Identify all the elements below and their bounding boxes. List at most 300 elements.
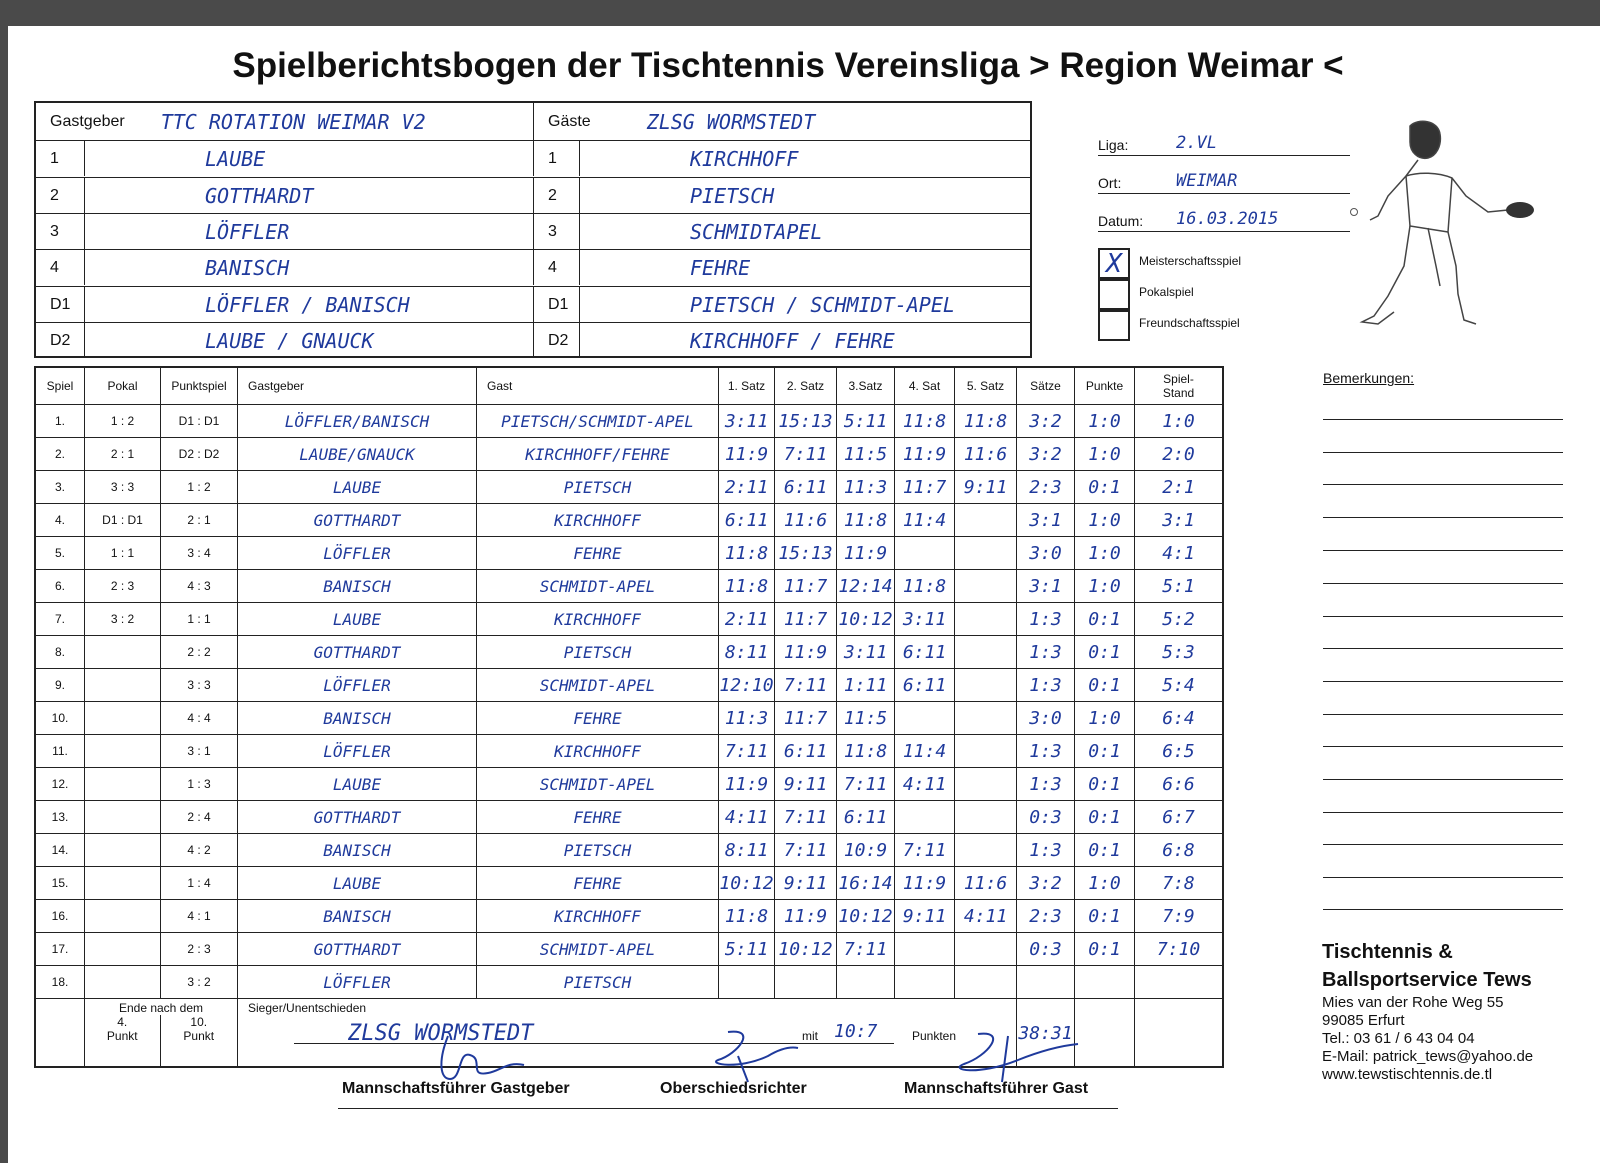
- table-row: [36, 833, 1222, 866]
- row-number: 2: [50, 186, 59, 204]
- remark-line[interactable]: [1323, 419, 1563, 420]
- header-stand-cell: Spiel- Stand: [1134, 368, 1222, 404]
- company-address: Mies van der Rohe Weg 55: [1322, 994, 1504, 1011]
- set2-cell: 15:13: [774, 537, 836, 569]
- punkte-cell: 1:0: [1074, 867, 1134, 899]
- set3-cell: 1:11: [836, 669, 894, 701]
- host-player-name: LAUBE / GNAUCK: [205, 328, 374, 353]
- sieger-label: Sieger/Unentschieden: [248, 1001, 367, 1015]
- punktspiel-cell: 2 : 1: [160, 504, 237, 536]
- set3-cell: 16:14: [836, 867, 894, 899]
- guest-player-cell: PIETSCH/SCHMIDT-APEL: [476, 405, 718, 437]
- punkte-cell: 0:1: [1074, 636, 1134, 668]
- set5-cell: 11:6: [954, 867, 1016, 899]
- guest-player-cell: KIRCHHOFF: [476, 603, 718, 635]
- header-set1-cell: 1. Satz: [718, 368, 774, 404]
- remark-line[interactable]: [1323, 746, 1563, 747]
- guest-label: Gäste: [548, 112, 591, 130]
- header-set4-cell: 4. Sat: [894, 368, 954, 404]
- guest-player-cell: SCHMIDT-APEL: [476, 768, 718, 800]
- saetze-cell: 1:3: [1016, 834, 1074, 866]
- pokal-cell: [84, 735, 160, 767]
- saetze-cell: [1016, 966, 1074, 998]
- punkte-cell: 0:1: [1074, 933, 1134, 965]
- matches-table: [34, 366, 1224, 1068]
- saetze-cell: 3:0: [1016, 537, 1074, 569]
- teams-table: [34, 101, 1032, 358]
- set5-cell: 11:6: [954, 438, 1016, 470]
- spiel-cell: 14.: [51, 843, 69, 857]
- stand-cell: 5:3: [1134, 636, 1222, 668]
- team-row-number: [533, 323, 579, 358]
- set1-cell: 11:8: [718, 570, 774, 602]
- remark-line[interactable]: [1323, 681, 1563, 682]
- saetze-cell: 3:2: [1016, 867, 1074, 899]
- row-number: D2: [50, 331, 71, 349]
- punkte-cell: 1:0: [1074, 570, 1134, 602]
- guest-player-cell: [579, 250, 1032, 285]
- host-player-name: GOTTHARDT: [205, 183, 314, 208]
- guest-cell: [533, 103, 1032, 140]
- company-name-line2: Ballsportservice Tews: [1322, 969, 1532, 991]
- guest-player-cell: PIETSCH: [476, 834, 718, 866]
- set3-cell: 11:9: [836, 537, 894, 569]
- datum-label: Datum:: [1098, 213, 1144, 229]
- team-row-number: [36, 178, 84, 213]
- stand-cell: [1134, 966, 1222, 998]
- punkte-cell: 0:1: [1074, 735, 1134, 767]
- set2-cell: 9:11: [774, 867, 836, 899]
- remark-line[interactable]: [1323, 550, 1563, 551]
- team-row-number: [533, 214, 579, 249]
- guest-player-name: SCHMIDTAPEL: [690, 219, 823, 244]
- punkte-cell: [1074, 966, 1134, 998]
- set5-cell: [954, 768, 1016, 800]
- set5-cell: [954, 966, 1016, 998]
- team-row: [36, 322, 1030, 358]
- punktspiel-cell: 2 : 4: [160, 801, 237, 833]
- set4-cell: 11:4: [894, 735, 954, 767]
- remarks-label: Bemerkungen:: [1323, 370, 1415, 386]
- set3-cell: 5:11: [836, 405, 894, 437]
- table-row: [36, 800, 1222, 833]
- remark-line[interactable]: [1323, 517, 1563, 518]
- table-tennis-player-illustration: [1348, 116, 1548, 346]
- guest-player-cell: [579, 323, 1032, 358]
- set4-cell: [894, 702, 954, 734]
- set5-cell: [954, 834, 1016, 866]
- guest-player-name: KIRCHHOFF: [690, 146, 799, 171]
- set3-cell: 11:8: [836, 504, 894, 536]
- saetze-cell: 2:3: [1016, 900, 1074, 932]
- punktspiel-cell: 1 : 4: [160, 867, 237, 899]
- punkte-cell: 1:0: [1074, 702, 1134, 734]
- spiel-cell: 16.: [51, 909, 69, 923]
- guest-player-cell: FEHRE: [476, 537, 718, 569]
- spiel-cell: 4.: [54, 513, 65, 527]
- set5-cell: 9:11: [954, 471, 1016, 503]
- spiel-cell: 7.: [54, 612, 65, 626]
- set3-cell: 7:11: [836, 768, 894, 800]
- stand-cell: 3:1: [1134, 504, 1222, 536]
- team-row: [36, 140, 1030, 176]
- punktspiel-cell: 4 : 1: [160, 900, 237, 932]
- punkte-cell: 0:1: [1074, 900, 1134, 932]
- pokal-cell: 1 : 1: [84, 537, 160, 569]
- saetze-cell: 3:2: [1016, 405, 1074, 437]
- set5-cell: [954, 933, 1016, 965]
- header-set5-cell: 5. Satz: [954, 368, 1016, 404]
- saetze-cell: 3:1: [1016, 504, 1074, 536]
- datum-field: [1098, 202, 1350, 232]
- set4-cell: 6:11: [894, 669, 954, 701]
- host-player-cell: LÖFFLER: [237, 537, 476, 569]
- spiel-cell: 6.: [54, 579, 65, 593]
- signature-host-captain: Mannschaftsführer Gastgeber: [342, 1080, 570, 1097]
- spiel-cell: 18.: [51, 975, 69, 989]
- row-number: 1: [548, 149, 557, 167]
- host-player-cell: [84, 287, 533, 322]
- punkte-cell: 0:1: [1074, 603, 1134, 635]
- signature-guest-mark: [938, 1026, 1088, 1086]
- remark-line[interactable]: [1323, 583, 1563, 584]
- guest-player-name: KIRCHHOFF / FEHRE: [690, 328, 895, 353]
- saetze-cell: 3:2: [1016, 438, 1074, 470]
- punktspiel-cell: 2 : 3: [160, 933, 237, 965]
- company-tel: Tel.: 03 61 / 6 43 04 04: [1322, 1030, 1475, 1047]
- punkte-cell: 1:0: [1074, 438, 1134, 470]
- remark-line[interactable]: [1323, 812, 1563, 813]
- ende-label: Ende nach dem: [118, 1001, 204, 1015]
- punktspiel-cell: 3 : 3: [160, 669, 237, 701]
- remark-line[interactable]: [1323, 909, 1563, 910]
- stand-cell: 7:8: [1134, 867, 1222, 899]
- ort-field: [1098, 164, 1350, 194]
- header-punkte-cell: Punkte: [1074, 368, 1134, 404]
- checkbox-pokal[interactable]: [1098, 279, 1130, 310]
- guest-player-cell: SCHMIDT-APEL: [476, 669, 718, 701]
- set1-cell: 2:11: [718, 471, 774, 503]
- saetze-cell: 0:3: [1016, 933, 1074, 965]
- guest-player-name: PIETSCH: [690, 183, 775, 208]
- spiel-cell: 2.: [54, 447, 65, 461]
- set3-cell: [836, 966, 894, 998]
- team-row-number: [36, 141, 84, 176]
- host-player-name: LÖFFLER / BANISCH: [205, 292, 410, 317]
- set1-cell: 8:11: [718, 636, 774, 668]
- table-row: [36, 965, 1222, 998]
- punktspiel-cell: D1 : D1: [160, 405, 237, 437]
- pokal-cell: 2 : 3: [84, 570, 160, 602]
- punktspiel-cell: 1 : 1: [160, 603, 237, 635]
- set3-cell: 11:5: [836, 702, 894, 734]
- company-name-line1: Tischtennis &: [1322, 941, 1453, 963]
- set2-cell: 7:11: [774, 669, 836, 701]
- signature-guest-captain: Mannschaftsführer Gast: [904, 1080, 1089, 1097]
- set1-cell: [718, 966, 774, 998]
- header-punktspiel-cell: Punktspiel: [160, 368, 237, 404]
- company-email: E-Mail: patrick_tews@yahoo.de: [1322, 1048, 1534, 1065]
- punkte-cell: 0:1: [1074, 669, 1134, 701]
- row-number: 1: [50, 149, 59, 167]
- set1-cell: 4:11: [718, 801, 774, 833]
- pokal-cell: [84, 900, 160, 932]
- liga-value: 2.VL: [1176, 133, 1217, 153]
- stand-cell: 2:1: [1134, 471, 1222, 503]
- spiel-cell: 5.: [54, 546, 65, 560]
- saetze-cell: 3:1: [1016, 570, 1074, 602]
- table-row: [36, 602, 1222, 635]
- saetze-cell: 1:3: [1016, 768, 1074, 800]
- ort-value: WEIMAR: [1176, 171, 1238, 191]
- punkte-cell: 0:1: [1074, 801, 1134, 833]
- company-city: 99085 Erfurt: [1322, 1012, 1405, 1029]
- host-player-cell: LÖFFLER: [237, 735, 476, 767]
- punkte-cell: 0:1: [1074, 471, 1134, 503]
- teams-header-row: [36, 103, 1030, 140]
- table-row: [36, 569, 1222, 602]
- host-player-cell: LAUBE: [237, 471, 476, 503]
- set2-cell: [774, 966, 836, 998]
- ort-label: Ort:: [1098, 175, 1122, 191]
- header-spiel-cell: Spiel: [46, 379, 74, 393]
- set1-cell: 11:9: [718, 438, 774, 470]
- punktspiel-cell: 4 : 2: [160, 834, 237, 866]
- punkte-cell: 0:1: [1074, 768, 1134, 800]
- punkte-cell: 1:0: [1074, 537, 1134, 569]
- table-row: [36, 668, 1222, 701]
- set1-cell: 3:11: [718, 405, 774, 437]
- signature-host-mark: [428, 1031, 538, 1086]
- pokal-cell: 3 : 3: [84, 471, 160, 503]
- signature-line: [338, 1108, 1118, 1109]
- table-row: [36, 404, 1222, 437]
- set3-cell: 11:3: [836, 471, 894, 503]
- set4-cell: 11:9: [894, 438, 954, 470]
- table-row: [36, 503, 1222, 536]
- guest-player-cell: PIETSCH: [476, 966, 718, 998]
- set4-cell: 11:9: [894, 867, 954, 899]
- host-player-cell: GOTTHARDT: [237, 801, 476, 833]
- host-player-cell: LAUBE: [237, 603, 476, 635]
- checkbox-meisterschaft[interactable]: X: [1098, 248, 1130, 279]
- company-block: [1322, 938, 1592, 1084]
- set1-cell: 7:11: [718, 735, 774, 767]
- guest-player-cell: KIRCHHOFF/FEHRE: [476, 438, 718, 470]
- host-player-name: LAUBE: [205, 146, 266, 171]
- set1-cell: 12:10: [718, 669, 774, 701]
- guest-player-cell: FEHRE: [476, 867, 718, 899]
- team-row-number: [36, 214, 84, 249]
- set1-cell: 10:12: [718, 867, 774, 899]
- stand-cell: 7:9: [1134, 900, 1222, 932]
- spiel-cell: 3.: [54, 480, 65, 494]
- set5-cell: [954, 669, 1016, 701]
- spiel-cell: 1.: [54, 414, 65, 428]
- header-set3-cell: 3.Satz: [836, 368, 894, 404]
- stand-cell: 6:8: [1134, 834, 1222, 866]
- spiel-cell: 10.: [51, 711, 69, 725]
- set5-cell: [954, 603, 1016, 635]
- table-row: [36, 701, 1222, 734]
- mit-value: 10:7: [834, 1021, 878, 1042]
- set4-cell: [894, 933, 954, 965]
- header-guest-player-cell: Gast: [476, 368, 718, 404]
- pokal-cell: [84, 801, 160, 833]
- team-row-number: [533, 178, 579, 213]
- guest-player-cell: PIETSCH: [476, 636, 718, 668]
- sieger-value: ZLSG WORMSTEDT: [348, 1021, 534, 1046]
- remark-line[interactable]: [1323, 877, 1563, 878]
- saetze-cell: 2:3: [1016, 471, 1074, 503]
- host-player-cell: LAUBE: [237, 768, 476, 800]
- set3-cell: 10:9: [836, 834, 894, 866]
- host-label: Gastgeber: [50, 112, 125, 130]
- host-player-cell: [84, 141, 533, 176]
- guest-player-cell: KIRCHHOFF: [476, 504, 718, 536]
- host-player-cell: [84, 323, 533, 358]
- saetze-cell: 0:3: [1016, 801, 1074, 833]
- row-number: 3: [50, 222, 59, 240]
- checkbox-label-meisterschaft: Meisterschaftsspiel: [1139, 254, 1242, 268]
- punkt10-label: 10. Punkt: [183, 1015, 215, 1043]
- set3-cell: 7:11: [836, 933, 894, 965]
- remark-line[interactable]: [1323, 648, 1563, 649]
- spiel-cell: 17.: [51, 942, 69, 956]
- remark-line[interactable]: [1323, 844, 1563, 845]
- remark-line[interactable]: [1323, 714, 1563, 715]
- remark-line[interactable]: [1323, 452, 1563, 453]
- set1-cell: 2:11: [718, 603, 774, 635]
- row-number: 2: [548, 186, 557, 204]
- punktspiel-cell: D2 : D2: [160, 438, 237, 470]
- table-row: [36, 899, 1222, 932]
- checkbox-label-freundschaft: Freundschaftsspiel: [1139, 316, 1240, 330]
- set4-cell: 6:11: [894, 636, 954, 668]
- set1-cell: 11:8: [718, 900, 774, 932]
- row-number: D1: [548, 295, 569, 313]
- set5-cell: [954, 504, 1016, 536]
- set4-cell: 4:11: [894, 768, 954, 800]
- set4-cell: [894, 537, 954, 569]
- pokal-cell: [84, 933, 160, 965]
- spiel-cell: 9.: [54, 678, 65, 692]
- host-player-cell: [84, 250, 533, 285]
- stand-cell: 5:1: [1134, 570, 1222, 602]
- set5-cell: [954, 636, 1016, 668]
- stand-cell: 6:5: [1134, 735, 1222, 767]
- footer-sieger-cell: [237, 999, 1016, 1068]
- punkten-label: Punkten: [912, 1029, 957, 1043]
- set2-cell: 7:11: [774, 834, 836, 866]
- footer-empty-cell: [1134, 999, 1222, 1068]
- header-pokal-cell: Pokal: [84, 368, 160, 404]
- signature-referee-mark: [698, 1026, 808, 1086]
- set2-cell: 11:7: [774, 603, 836, 635]
- row-number: 3: [548, 222, 557, 240]
- table-row: [36, 470, 1222, 503]
- host-player-cell: [84, 178, 533, 213]
- pokal-cell: D1 : D1: [84, 504, 160, 536]
- spiel-cell: 11.: [52, 744, 68, 758]
- table-row: [36, 767, 1222, 800]
- set5-cell: 11:8: [954, 405, 1016, 437]
- set3-cell: 3:11: [836, 636, 894, 668]
- signature-referee: Oberschiedsrichter: [660, 1080, 807, 1097]
- pokal-cell: [84, 867, 160, 899]
- team-row-number: [533, 287, 579, 322]
- set4-cell: 11:8: [894, 405, 954, 437]
- team-row-number: [533, 141, 579, 176]
- table-row: [36, 437, 1222, 470]
- set4-cell: [894, 801, 954, 833]
- team-row-number: [36, 250, 84, 285]
- remark-line[interactable]: [1323, 484, 1563, 485]
- guest-player-cell: KIRCHHOFF: [476, 735, 718, 767]
- set4-cell: [894, 966, 954, 998]
- pokal-cell: [84, 702, 160, 734]
- host-player-cell: LAUBE/GNAUCK: [237, 438, 476, 470]
- set1-cell: 11:3: [718, 702, 774, 734]
- guest-player-cell: [579, 141, 1032, 176]
- host-player-cell: BANISCH: [237, 900, 476, 932]
- stand-cell: 6:7: [1134, 801, 1222, 833]
- matches-header-row: [36, 368, 1222, 404]
- guest-player-cell: KIRCHHOFF: [476, 900, 718, 932]
- team-row: [36, 249, 1030, 285]
- header-set2-cell: 2. Satz: [774, 368, 836, 404]
- header-saetze-cell: Sätze: [1016, 368, 1074, 404]
- score-sheet: [8, 26, 1600, 1163]
- set4-cell: 11:8: [894, 570, 954, 602]
- host-cell: [36, 103, 533, 140]
- row-number: D2: [548, 331, 569, 349]
- row-number: 4: [50, 258, 59, 276]
- guest-player-name: FEHRE: [690, 255, 751, 280]
- punkte-cell: 1:0: [1074, 405, 1134, 437]
- set2-cell: 6:11: [774, 471, 836, 503]
- remark-line[interactable]: [1323, 616, 1563, 617]
- host-player-cell: LAUBE: [237, 867, 476, 899]
- punktspiel-cell: 3 : 1: [160, 735, 237, 767]
- set5-cell: [954, 570, 1016, 602]
- pokal-cell: [84, 768, 160, 800]
- punktspiel-cell: 2 : 2: [160, 636, 237, 668]
- team-row-number: [533, 250, 579, 285]
- punktspiel-cell: 1 : 2: [160, 471, 237, 503]
- guest-player-cell: PIETSCH: [476, 471, 718, 503]
- set2-cell: 11:6: [774, 504, 836, 536]
- host-player-cell: BANISCH: [237, 702, 476, 734]
- stand-cell: 6:4: [1134, 702, 1222, 734]
- pokal-cell: 1 : 2: [84, 405, 160, 437]
- punktspiel-cell: 4 : 3: [160, 570, 237, 602]
- table-row: [36, 635, 1222, 668]
- spiel-cell: 12.: [51, 777, 69, 791]
- set5-cell: [954, 801, 1016, 833]
- checkbox-freundschaft[interactable]: [1098, 310, 1130, 341]
- table-row: [36, 866, 1222, 899]
- stand-cell: 1:0: [1134, 405, 1222, 437]
- host-player-cell: GOTTHARDT: [237, 933, 476, 965]
- pokal-cell: [84, 669, 160, 701]
- set2-cell: 11:9: [774, 900, 836, 932]
- pokal-cell: 3 : 2: [84, 603, 160, 635]
- table-row: [36, 932, 1222, 965]
- set2-cell: 11:7: [774, 702, 836, 734]
- remark-line[interactable]: [1323, 779, 1563, 780]
- set2-cell: 11:7: [774, 570, 836, 602]
